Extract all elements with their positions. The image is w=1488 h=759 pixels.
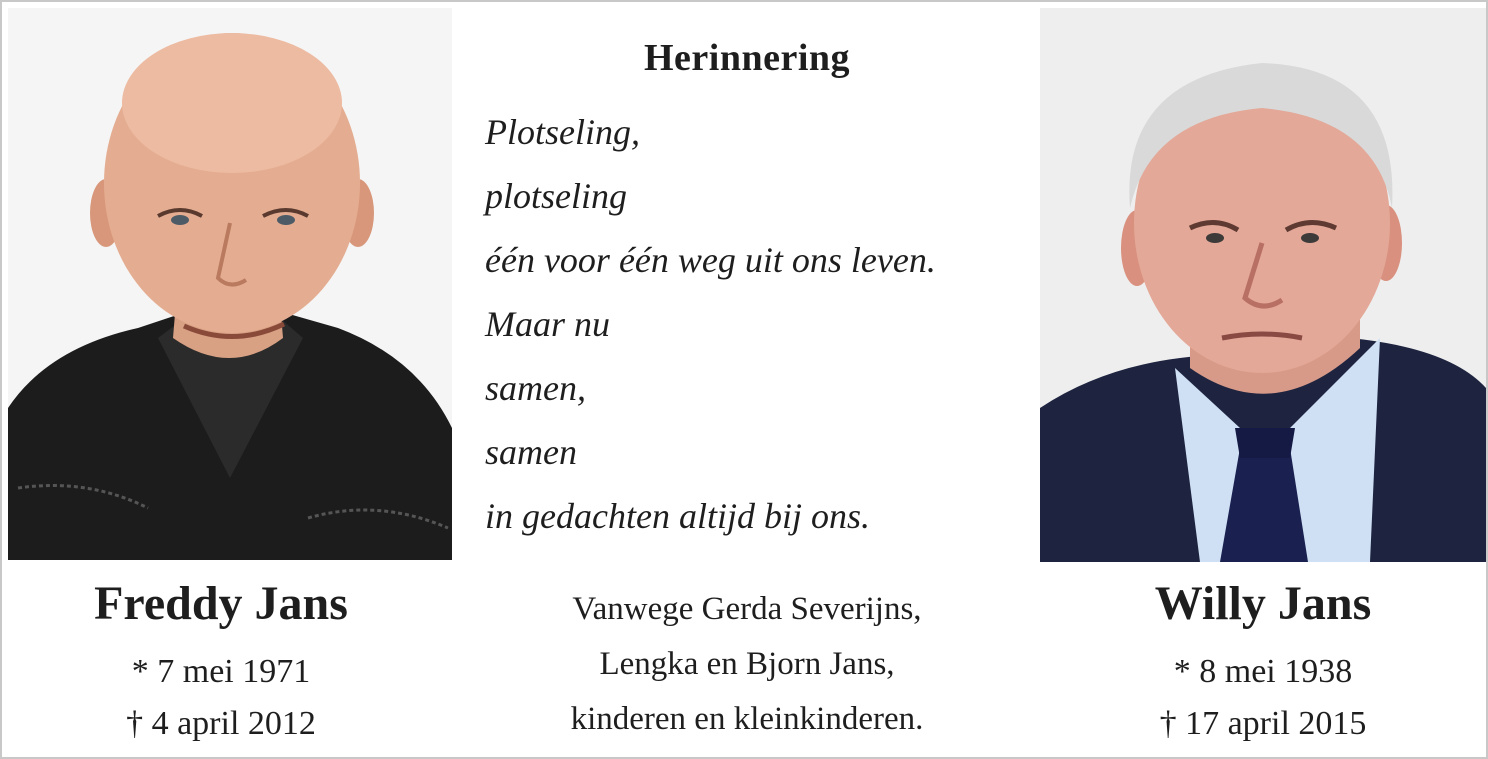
left-person-name: Freddy Jans bbox=[94, 577, 348, 630]
right-person-name: Willy Jans bbox=[1154, 577, 1372, 630]
poem-line: Maar nu bbox=[485, 304, 610, 344]
poem bbox=[485, 106, 1025, 554]
poem-line: in gedachten altijd bij ons. bbox=[485, 496, 870, 536]
family-line: Lengka en Bjorn Jans, bbox=[599, 646, 895, 682]
card-heading: Herinnering bbox=[643, 37, 851, 79]
right-death-date: † 17 april 2015 bbox=[1159, 705, 1367, 742]
poem-line: samen bbox=[485, 432, 577, 472]
family-line: Vanwege Gerda Severijns, bbox=[572, 591, 922, 627]
right-person-dates bbox=[1040, 646, 1486, 750]
portrait-willy-illustration bbox=[1040, 8, 1486, 562]
portrait-freddy-illustration bbox=[8, 8, 452, 560]
poem-line: Plotseling, bbox=[485, 112, 640, 152]
portrait-willy-jans bbox=[1040, 8, 1486, 562]
right-birth-date: * 8 mei 1938 bbox=[1173, 653, 1353, 690]
left-person-dates bbox=[8, 646, 434, 750]
poem-line: samen, bbox=[485, 368, 586, 408]
left-birth-date: * 7 mei 1971 bbox=[131, 653, 311, 690]
poem-line: één voor één weg uit ons leven. bbox=[485, 240, 936, 280]
family-line: kinderen en kleinkinderen. bbox=[570, 701, 924, 737]
left-death-date: † 4 april 2012 bbox=[126, 705, 316, 742]
portrait-freddy-jans bbox=[8, 8, 452, 560]
family-signature bbox=[452, 582, 1042, 747]
poem-line: plotseling bbox=[485, 176, 627, 216]
